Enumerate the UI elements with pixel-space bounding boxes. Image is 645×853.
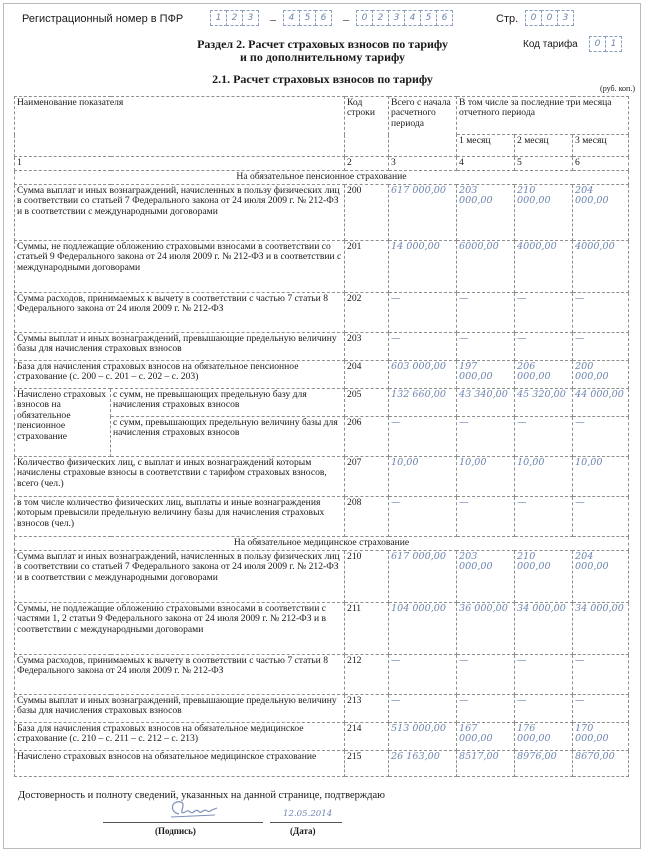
tariff-digit: 1 — [605, 36, 622, 52]
header-row — [20, 10, 633, 32]
table-row: Суммы выплат и иных вознаграждений, превышающие предельную величину базы для начисления страховых взносов 203 — — — — — [15, 333, 629, 361]
table-row: Сумма расходов, принимаемых к вычету в соответствии с частью 7 статьи 8 Федерального закона от 24 июля 2009 г. № 212-ФЗ 202 — — — — — [15, 293, 629, 333]
tariff-label: Код тарифа — [523, 39, 578, 50]
signature-scribble — [165, 796, 225, 825]
table-row: Начислено страховых взносов на обязательное пенсионное страхование с сумм, не превышающих предельную базу для начисления страховых взносов 205 132 660,00 43 340,00 45 320,00 44 000,00 — [15, 389, 629, 417]
reg-digit: 5 — [299, 10, 316, 26]
unit-label: (руб. коп.) — [600, 84, 635, 93]
head-m1: 1 месяц — [457, 135, 515, 157]
reg-digit: 3 — [242, 10, 259, 26]
dash: – — [343, 12, 349, 26]
column-numbers-row: 1 2 3 4 5 6 — [15, 157, 629, 171]
reg-digit: 3 — [388, 10, 405, 26]
head-name: Наименование показателя — [15, 97, 345, 157]
reg-digit: 1 — [210, 10, 227, 26]
head-code: Код строки — [345, 97, 389, 157]
table-row: Сумма расходов, принимаемых к вычету в соответствии с частью 7 статьи 8 Федерального закона от 24 июля 2009 г. № 212-ФЗ 212 — — — — — [15, 655, 629, 695]
reg-digit: 2 — [372, 10, 389, 26]
page-label: Стр. — [496, 13, 519, 25]
subsection-title: 2.1. Расчет страховых взносов по тарифу — [212, 72, 433, 86]
reg-number-label: Регистрационный номер в ПФР — [22, 13, 184, 25]
head-last3: В том числе за последние три месяца отчетного периода — [457, 97, 629, 135]
reg-number-part2 — [283, 10, 331, 26]
table-row: с сумм, превышающих предельную величину базы для начисления страховых взносов 206 — — — — — [15, 417, 629, 457]
page-digit: 3 — [557, 10, 574, 26]
signature-line — [103, 822, 263, 823]
date-line — [270, 822, 342, 823]
table-row: База для начисления страховых взносов на обязательное медицинское страхование (с. 210 – с. 211 – с. 212 – с. 213) 214 513 000,00 167 000,00 176 000,00 170 000,00 — [15, 723, 629, 751]
table-row: Количество физических лиц, с выплат и иных вознаграждений которым начислены страховые взносы в соответствии с тарифом страховых взносов, всего (чел.) 207 10,00 10,00 10,00 10,00 — [15, 457, 629, 497]
reg-number-part3 — [356, 10, 452, 26]
table-row: Суммы, не подлежащие обложению страховыми взносами в соответствии с частями 1, 2 статьи 9 Федерального закона от 24 июля 2009 г. № 212-ФЗ и в соответствии с международными договорами 211 104 000,00 36 000,00 34 000,00 34 000,00 — [15, 603, 629, 655]
confirmation-text: Достоверность и полноту сведений, указанных на данной странице, подтверждаю — [18, 790, 386, 801]
section-row-medical: На обязательное медицинское страхование — [15, 537, 629, 551]
reg-digit: 0 — [356, 10, 373, 26]
tariff-digit: 0 — [589, 36, 606, 52]
reg-number-part1 — [210, 10, 258, 26]
reg-digit: 2 — [226, 10, 243, 26]
tariff-code — [523, 36, 633, 54]
page-number — [525, 10, 573, 26]
section-row-pension: На обязательное пенсионное страхование — [15, 171, 629, 185]
table-row: Сумма выплат и иных вознаграждений, начисленных в пользу физических лиц в соответствии со статьей 7 Федерального закона от 24 июля 2009 г. № 212-ФЗ и в соответствии с международными договорами 210 617 000,00 203 000,00 210 000,00 204 000,00 — [15, 551, 629, 603]
reg-digit: 4 — [404, 10, 421, 26]
dash: – — [270, 12, 276, 26]
group-label-205: Начислено страховых взносов на обязательное пенсионное страхование — [15, 389, 111, 457]
reg-digit: 6 — [436, 10, 453, 26]
head-m3: 3 месяц — [573, 135, 629, 157]
head-m2: 2 месяц — [515, 135, 573, 157]
contributions-table — [14, 96, 629, 777]
table-header-row — [15, 97, 629, 135]
table-row: Суммы, не подлежащие обложению страховыми взносами в соответствии со статьей 9 Федерального закона от 24 июля 2009 г. № 212-ФЗ и в соответствии с международными договорами 201 14 000,00 6000,00 4000,00 4000,00 — [15, 241, 629, 293]
table-row: в том числе количество физических лиц, выплаты и иные вознаграждения которым превысили предельную величину базы для начисления страховых взносов (чел.) 208 — — — — — [15, 497, 629, 537]
page-digit: 0 — [525, 10, 542, 26]
page-digit: 0 — [541, 10, 558, 26]
date-value: 12.05.2014 — [283, 809, 333, 819]
signature-label: (Подпись) — [155, 826, 196, 836]
date-label: (Дата) — [290, 826, 316, 836]
table-row: Суммы выплат и иных вознаграждений, превышающие предельную величину базы для начисления страховых взносов 213 — — — — — [15, 695, 629, 723]
table-row: Начислено страховых взносов на обязательное медицинское страхование 215 26 163,00 8517,00 8976,00 8670,00 — [15, 751, 629, 777]
section-title: Раздел 2. Расчет страховых взносов по тарифу и по дополнительному тарифу — [197, 37, 448, 64]
head-total: Всего с начала расчетного периода — [389, 97, 457, 157]
table-row: Сумма выплат и иных вознаграждений, начисленных в пользу физических лиц в соответствии со статьей 7 Федерального закона от 24 июля 2009 г. № 212-ФЗ и в соответствии с международными договорами 200 617 000,00 203 000,00 210 000,00 204 000,00 — [15, 185, 629, 241]
reg-digit: 5 — [420, 10, 437, 26]
reg-digit: 4 — [283, 10, 300, 26]
table-row: База для начисления страховых взносов на обязательное пенсионное страхование (с. 200 – с. 201 – с. 202 – с. 203) 204 603 000,00 197 000,00 206 000,00 200 000,00 — [15, 361, 629, 389]
reg-digit: 6 — [315, 10, 332, 26]
